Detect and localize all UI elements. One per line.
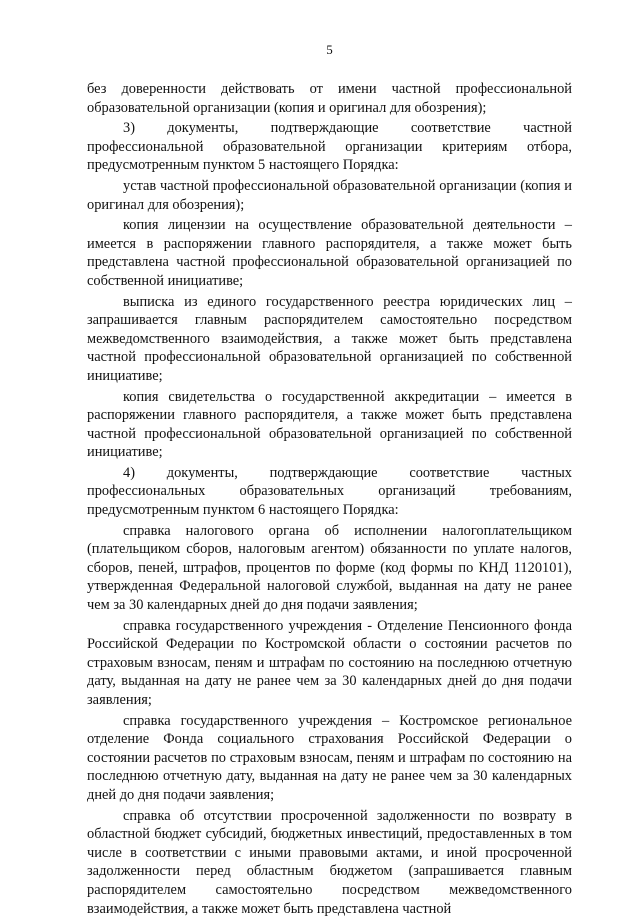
paragraph-debt-certificate: справка об отсутствии просроченной задолженности по возврату в областной бюджет субсидий, бюджетных инвестиций, предоставленных в том числе в соответствии с иными правовыми актами, и иной просроченной задолженности перед областным бюджетом (запрашивается главным распорядителем самостоятельно посредством межведомственного взаимодействия, а также может быть представлена частной <box>87 807 572 917</box>
paragraph-license: копия лицензии на осуществление образовательной деятельности – имеется в распоряжении главного распорядителя, а также может быть представлена частной профессиональной образовательной организацией по собственной инициативе; <box>87 217 572 289</box>
paragraph-registry-extract: выписка из единого государственного реестра юридических лиц – запрашивается главным распорядителем самостоятельно посредством межведомственного взаимодействия, а также может быть представлена частной профессиональной образовательной организацией по собственной инициативе; <box>87 293 572 384</box>
page-number: 5 <box>326 42 333 57</box>
paragraph-item-4: 4) документы, подтверждающие соответствие частных профессиональных образовательных организаций требованиям, предусмотренным пунктом 6 настоящего Порядка: <box>87 464 572 519</box>
paragraph-accreditation: копия свидетельства о государственной аккредитации – имеется в распоряжении главного распорядителя, а также может быть представлена частной профессиональной образовательной организацией по собственной инициативе; <box>87 388 572 461</box>
paragraph-continuation: без доверенности действовать от имени частной профессиональной образовательной организации (копия и оригинал для обозрения); <box>87 81 572 116</box>
paragraph-charter: устав частной профессиональной образовательной организации (копия и оригинал для обозрения); <box>87 177 572 213</box>
paragraph-item-3: 3) документы, подтверждающие соответствие частной профессиональной образовательной организации критериям отбора, предусмотренным пунктом 5 настоящего Порядка: <box>87 120 572 174</box>
paragraph-tax-certificate: справка налогового органа об исполнении налогоплательщиком (плательщиком сборов, налоговым агентом) обязанности по уплате налогов, сборов, пеней, штрафов, процентов по форме (код формы по КНД 1120101), утвержденная Федеральной налоговой службой, выданная на дату не ранее чем за 30 календарных дней до дня подачи заявления; <box>87 522 572 614</box>
paragraph-pension-fund-certificate: справка государственного учреждения - Отделение Пенсионного фонда Российской Федерации по Костромской области о состоянии расчетов по страховым взносам, пеням и штрафам по состоянию на последнюю отчетную дату, выданная на дату не ранее чем за 30 календарных дней до дня подачи заявления; <box>87 617 572 708</box>
paragraph-social-insurance-certificate: справка государственного учреждения – Костромское региональное отделение Фонда социального страхования Российской Федерации о состоянии расчетов по страховым взносам, пеням и штрафам по состоянию на последнюю отчетную дату, выданная на дату не ранее чем за 30 календарных дней до дня подачи заявления; <box>87 712 572 803</box>
